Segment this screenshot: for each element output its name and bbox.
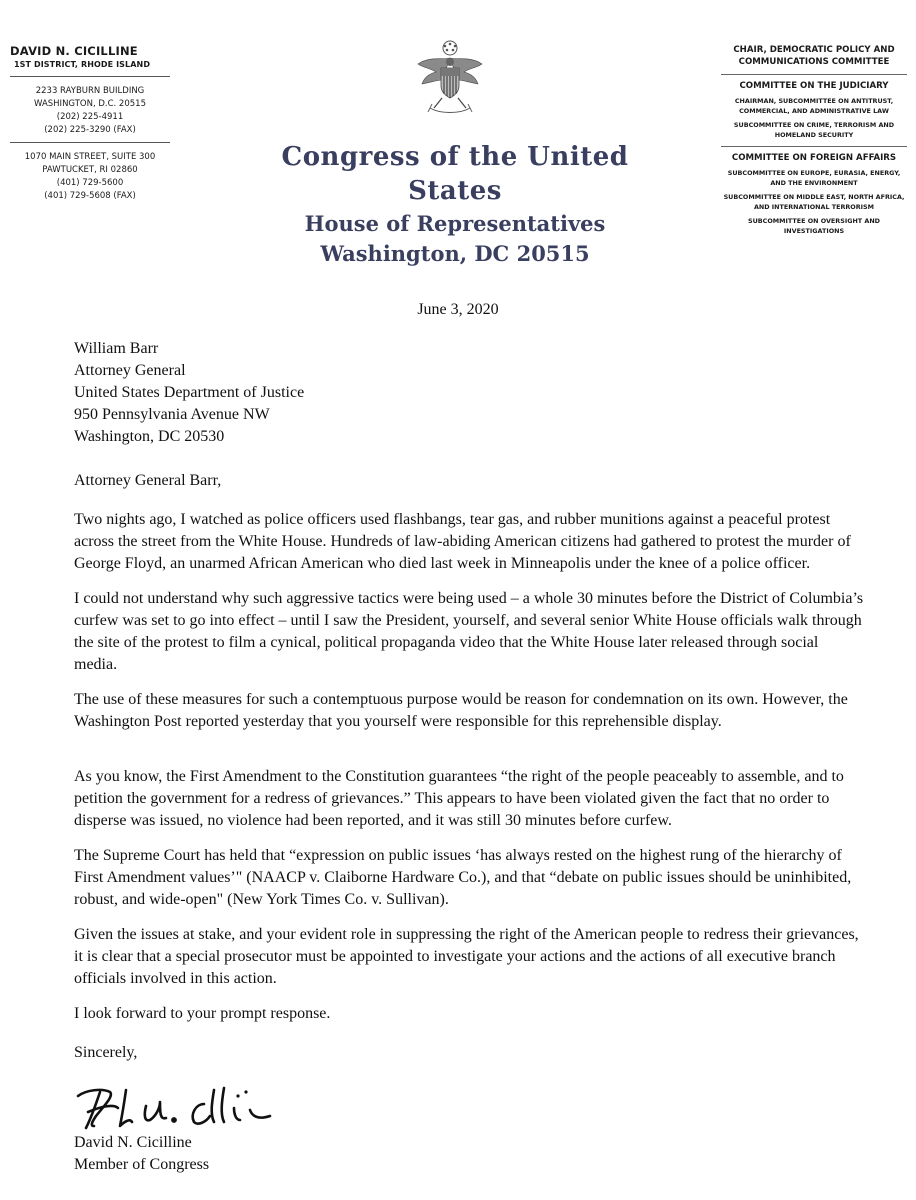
masthead-city: Washington, DC 20515	[320, 241, 590, 266]
committee-title: COMMITTEE ON THE JUDICIARY	[739, 81, 889, 91]
closing: Sincerely,	[74, 1044, 138, 1061]
recipient-line: United States Department of Justice	[74, 384, 305, 401]
signer-title: Member of Congress	[74, 1156, 210, 1173]
signer-name: David N. Cicilline	[74, 1134, 192, 1151]
committee-list	[720, 44, 908, 236]
masthead-house: House of Representatives	[304, 211, 606, 236]
paragraph: As you know, the First Amendment to the Constitution guarantees “the right of the people peaceably to assemble, and to petition the government for a redress of grievances.” This appears to have been violated given the fact that no order to disperse was issued, no violence had been reported, and it was still 30 minutes before curfew.	[74, 768, 844, 829]
recipient-line: William Barr	[74, 340, 159, 357]
district-office-address: 1070 MAIN STREET, SUITE 300 PAWTUCKET, RI 02860 (401) 729-5600 (401) 729-5608 (FAX)	[24, 152, 156, 201]
paragraph: Two nights ago, I watched as police officers used flashbangs, tear gas, and rubber munitions against a peaceful protest across the street from the White House. Hundreds of law-abiding American citizens had gathered to protest the murder of George Floyd, an unarmed African American who died last week in Minneapolis under the knee of a police officer.	[74, 511, 851, 572]
committee-title: COMMITTEE ON FOREIGN AFFAIRS	[731, 153, 897, 163]
sender-name: DAVID N. CICILLINE	[10, 44, 138, 58]
divider	[10, 76, 170, 77]
letter-date: June 3, 2020	[417, 301, 499, 318]
divider	[721, 146, 907, 147]
masthead	[230, 140, 680, 268]
subcommittee: SUBCOMMITTEE ON OVERSIGHT AND INVESTIGATIONS	[748, 217, 880, 235]
subcommittee: CHAIRMAN, SUBCOMMITTEE ON ANTITRUST, COMMERCIAL, AND ADMINISTRATIVE LAW	[734, 97, 894, 115]
recipient-address	[74, 338, 864, 448]
divider	[721, 74, 907, 75]
divider	[10, 142, 170, 143]
subcommittee: SUBCOMMITTEE ON CRIME, TERRORISM AND HOMELAND SECURITY	[733, 121, 895, 139]
salutation: Attorney General Barr,	[74, 472, 222, 489]
sender-district: 1ST DISTRICT, RHODE ISLAND	[14, 60, 151, 69]
committee-title: CHAIR, DEMOCRATIC POLICY AND COMMUNICATIONS COMMITTEE	[733, 45, 895, 67]
sender-letterhead	[10, 44, 170, 203]
recipient-line: Washington, DC 20530	[74, 428, 225, 445]
congressional-seal-icon	[412, 38, 488, 120]
handwritten-signature	[74, 1082, 314, 1136]
dc-office-address: 2233 RAYBURN BUILDING WASHINGTON, D.C. 20515 (202) 225-4911 (202) 225-3290 (FAX)	[34, 86, 146, 135]
recipient-line: 950 Pennsylvania Avenue NW	[74, 406, 270, 423]
masthead-congress: Congress of the United States	[281, 142, 629, 206]
paragraph: I look forward to your prompt response.	[74, 1005, 331, 1022]
paragraph: Given the issues at stake, and your evident role in suppressing the right of the American people to redress their grievances, it is clear that a special prosecutor must be appointed to investigate your actions and the actions of all executive branch officials involved in this action.	[74, 926, 859, 987]
paragraph: The Supreme Court has held that “expression on public issues ‘has always rested on the highest rung of the hierarchy of First Amendment values’" (NAACP v. Claiborne Hardware Co.), and that “debate on public issues should be uninhibited, robust, and wide-open" (New York Times Co. v. Sullivan).	[74, 847, 852, 908]
recipient-line: Attorney General	[74, 362, 186, 379]
paragraph: I could not understand why such aggressive tactics were being used – a whole 30 minutes before the District of Columbia’s curfew was set to go into effect – until I saw the President, yourself, and several senior White House officials walk through the site of the protest to film a cynical, political propaganda video that the White House later released through social media.	[74, 590, 864, 673]
signer-block	[74, 1132, 209, 1176]
subcommittee: SUBCOMMITTEE ON EUROPE, EURASIA, ENERGY, AND THE ENVIRONMENT	[727, 169, 901, 187]
letter-body	[74, 338, 864, 1064]
subcommittee: SUBCOMMITTEE ON MIDDLE EAST, NORTH AFRICA, AND INTERNATIONAL TERRORISM	[723, 193, 905, 211]
paragraph: The use of these measures for such a contemptuous purpose would be reason for condemnation on its own. However, the Washington Post reported yesterday that you yourself were responsible for this reprehensible display.	[74, 691, 848, 730]
